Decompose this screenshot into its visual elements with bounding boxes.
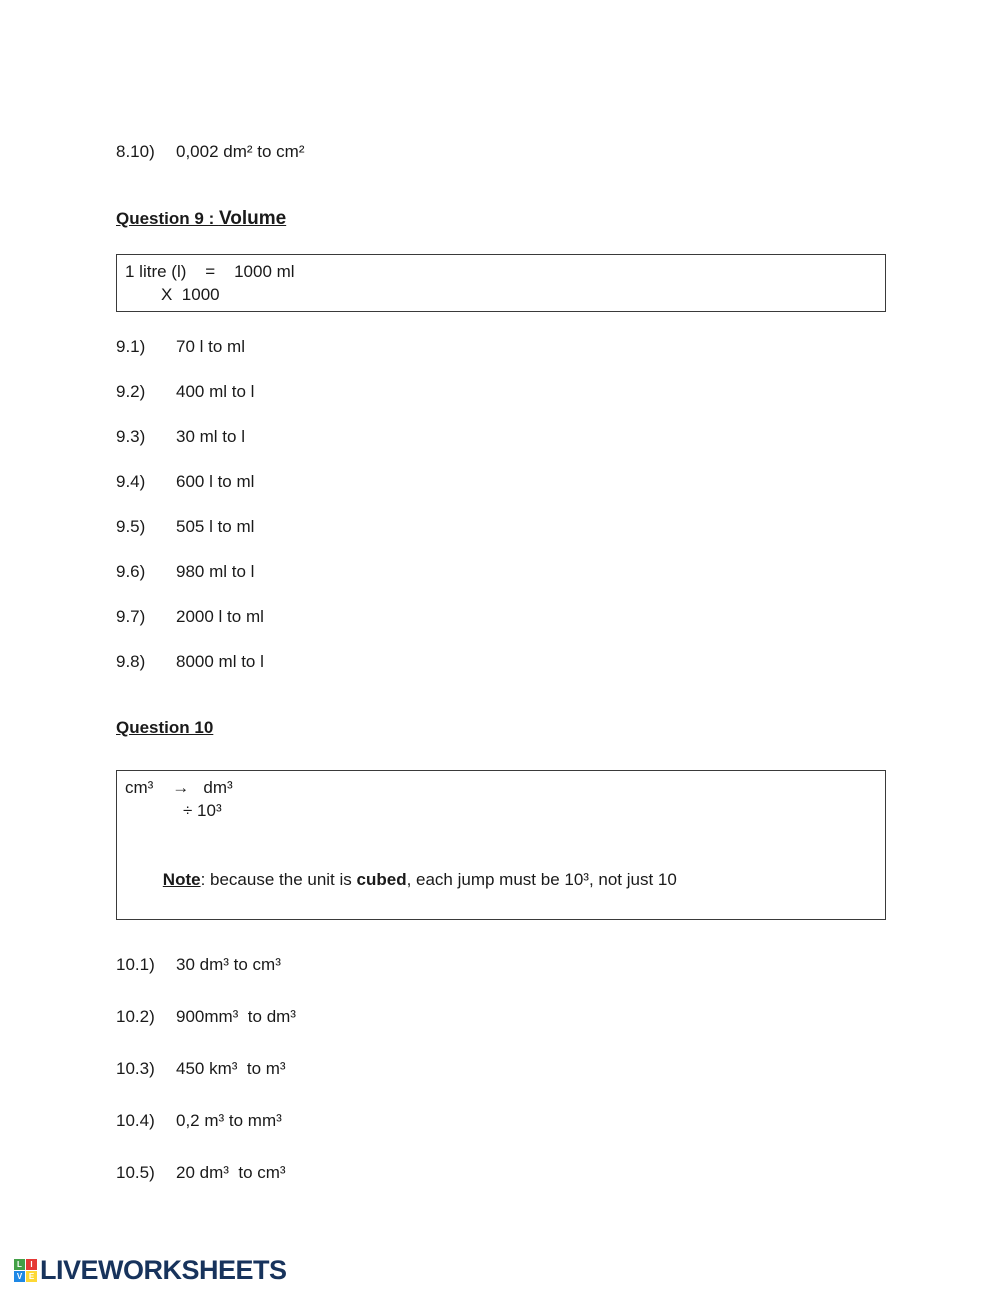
exercise-item-9-5 bbox=[116, 516, 886, 537]
item-number: 9.7) bbox=[116, 607, 146, 626]
question-9-prefix: Question 9 : bbox=[116, 209, 219, 228]
note-text-2: , each jump must be 10³, not just 10 bbox=[406, 870, 677, 889]
exercise-item-10-3 bbox=[116, 1058, 886, 1080]
logo-letter-i: I bbox=[26, 1259, 37, 1270]
exercise-item-9-1 bbox=[116, 336, 886, 357]
item-text: 20 dm³ to cm³ bbox=[176, 1163, 286, 1182]
item-number: 9.8) bbox=[116, 652, 146, 671]
question-10-title: Question 10 bbox=[116, 718, 214, 737]
item-number: 9.6) bbox=[116, 562, 146, 581]
exercise-item-9-3 bbox=[116, 426, 886, 447]
item-text: 0,002 dm² to cm² bbox=[176, 142, 305, 161]
logo-letter-l: L bbox=[14, 1259, 25, 1270]
question-9-title: Volume bbox=[218, 208, 287, 229]
worksheet-content bbox=[0, 141, 1000, 1184]
exercise-item-8-10 bbox=[116, 141, 886, 162]
exercise-item-9-8 bbox=[116, 651, 886, 672]
liveworksheets-footer bbox=[14, 1255, 287, 1286]
question-9-items bbox=[116, 336, 886, 672]
item-number: 10.5) bbox=[116, 1163, 155, 1182]
liveworksheets-wordmark: LIVEWORKSHEETS bbox=[40, 1255, 287, 1285]
exercise-item-9-7 bbox=[116, 606, 886, 627]
logo-letter-e: E bbox=[26, 1271, 37, 1282]
exercise-item-10-1 bbox=[116, 954, 886, 976]
item-text: 30 dm³ to cm³ bbox=[176, 955, 281, 974]
logo-letter-v: V bbox=[14, 1271, 25, 1282]
liveworksheets-logo-icon bbox=[14, 1259, 37, 1282]
item-text: 600 l to ml bbox=[176, 472, 255, 491]
exercise-item-9-4 bbox=[116, 471, 886, 492]
item-text: 400 ml to l bbox=[176, 382, 255, 401]
exercise-item-10-4 bbox=[116, 1110, 886, 1132]
item-text: 505 l to ml bbox=[176, 517, 255, 536]
item-number: 10.3) bbox=[116, 1059, 155, 1078]
item-number: 9.5) bbox=[116, 517, 146, 536]
item-text: 30 ml to l bbox=[176, 427, 245, 446]
item-number: 10.1) bbox=[116, 955, 155, 974]
rule-line-2: ÷ 10³ bbox=[183, 801, 222, 820]
item-text: 70 l to ml bbox=[176, 337, 245, 356]
item-number: 8.10) bbox=[116, 142, 155, 161]
note-line bbox=[125, 845, 877, 914]
exercise-item-9-6 bbox=[116, 561, 886, 582]
item-number: 9.1) bbox=[116, 337, 146, 356]
question-9-heading bbox=[116, 208, 886, 230]
item-text: 2000 l to ml bbox=[176, 607, 264, 626]
item-text: 450 km³ to m³ bbox=[176, 1059, 286, 1078]
item-number: 10.2) bbox=[116, 1007, 155, 1026]
note-text-1: : because the unit is bbox=[200, 870, 357, 889]
question-10-heading bbox=[116, 718, 886, 738]
exercise-item-9-2 bbox=[116, 381, 886, 402]
question-10-items bbox=[116, 954, 886, 1184]
item-text: 980 ml to l bbox=[176, 562, 255, 581]
note-bold-word: cubed bbox=[356, 870, 407, 889]
exercise-item-10-5 bbox=[116, 1162, 886, 1184]
blank-line bbox=[125, 822, 877, 845]
exercise-item-10-2 bbox=[116, 1006, 886, 1028]
item-text: 0,2 m³ to mm³ bbox=[176, 1111, 282, 1130]
item-text: 900mm³ to dm³ bbox=[176, 1007, 296, 1026]
volume-conversion-rule-box bbox=[116, 254, 886, 312]
rule-line-1: cm³ → dm³ bbox=[125, 778, 233, 797]
item-text: 8000 ml to l bbox=[176, 652, 264, 671]
rule-line-1: 1 litre (l) = 1000 ml bbox=[125, 262, 295, 281]
rule-line-2: X 1000 bbox=[161, 285, 220, 304]
item-number: 9.4) bbox=[116, 472, 146, 491]
note-label: Note bbox=[162, 870, 201, 889]
item-number: 10.4) bbox=[116, 1111, 155, 1130]
item-number: 9.2) bbox=[116, 382, 146, 401]
cubed-conversion-rule-box bbox=[116, 770, 886, 920]
item-number: 9.3) bbox=[116, 427, 146, 446]
